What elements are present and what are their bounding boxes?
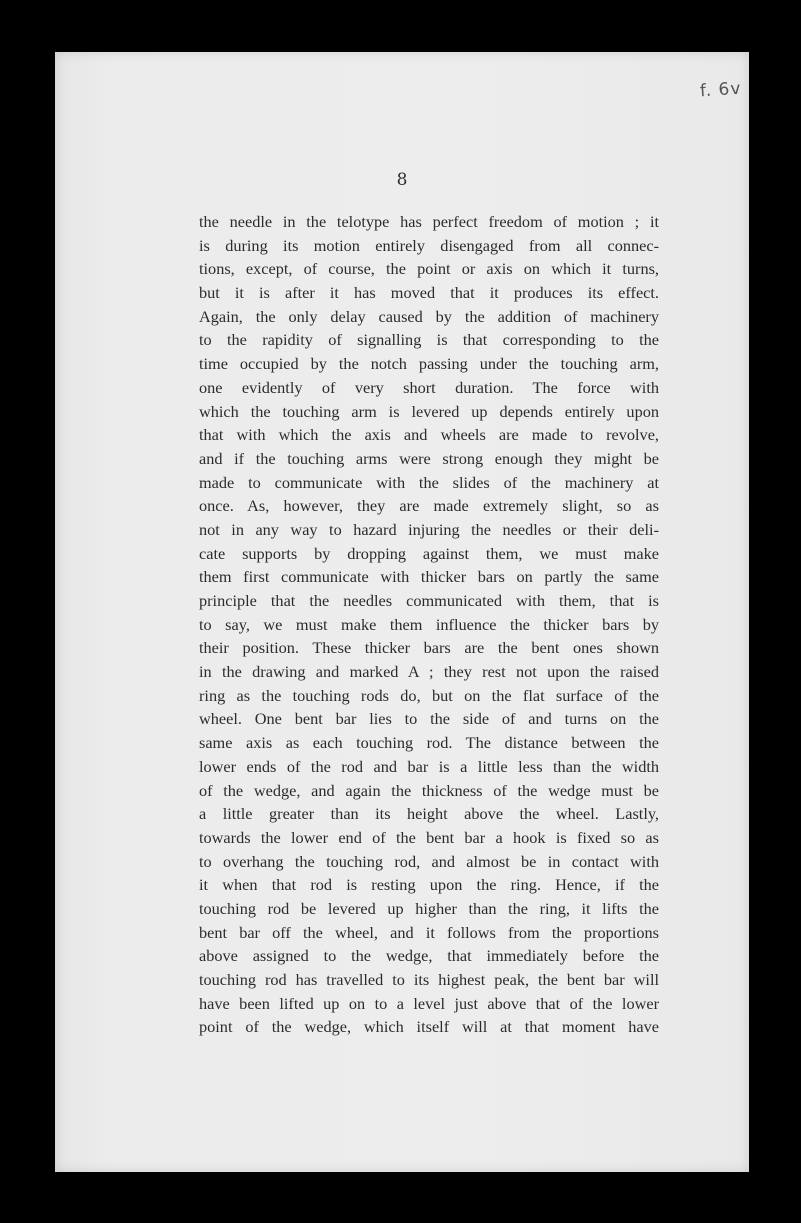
text-line: made to communicate with the slides of the machinery at	[199, 472, 659, 492]
folio-mark: f. 6v	[698, 78, 742, 102]
text-line: to the rapidity of signalling is that corresponding to the	[199, 330, 659, 350]
text-line: to say, we must make them influence the thicker bars by	[199, 614, 659, 634]
text-line: is during its motion entirely disengaged from all connec-	[199, 235, 659, 255]
text-line: above assigned to the wedge, that immediately before the	[199, 946, 659, 966]
text-line: in the drawing and marked A ; they rest not upon the raised	[199, 662, 659, 682]
text-line: that with which the axis and wheels are made to revolve,	[199, 425, 659, 445]
text-line: once. As, however, they are made extremely slight, so as	[199, 496, 659, 516]
text-line: and if the touching arms were strong enough they might be	[199, 448, 659, 468]
text-line: which the touching arm is levered up depends entirely upon	[199, 401, 659, 421]
text-line: touching rod be levered up higher than the ring, it lifts the	[199, 898, 659, 918]
text-line: bent bar off the wheel, and it follows from the proportions	[199, 922, 659, 942]
text-line: one evidently of very short duration. The force with	[199, 377, 659, 397]
body-text	[199, 210, 659, 1039]
text-line: Again, the only delay caused by the addition of machinery	[199, 306, 659, 326]
text-line: a little greater than its height above the wheel. Lastly,	[199, 804, 659, 824]
text-line: same axis as each touching rod. The distance between the	[199, 733, 659, 753]
text-line: lower ends of the rod and bar is a little less than the width	[199, 756, 659, 776]
text-line: time occupied by the notch passing under the touching arm,	[199, 354, 659, 374]
text-line: to overhang the touching rod, and almost be in contact with	[199, 851, 659, 871]
document-page	[55, 52, 749, 1172]
text-line: towards the lower end of the bent bar a hook is fixed so as	[199, 827, 659, 847]
text-line: point of the wedge, which itself will at that moment have	[199, 1017, 659, 1037]
text-line: cate supports by dropping against them, we must make	[199, 543, 659, 563]
text-line: have been lifted up on to a level just above that of the lower	[199, 993, 659, 1013]
text-line: the needle in the telotype has perfect freedom of motion ; it	[199, 212, 659, 231]
text-line: their position. These thicker bars are the bent ones shown	[199, 638, 659, 658]
text-line: of the wedge, and again the thickness of the wedge must be	[199, 780, 659, 800]
text-line: wheel. One bent bar lies to the side of and turns on the	[199, 709, 659, 729]
text-line: tions, except, of course, the point or axis on which it turns,	[199, 259, 659, 279]
text-line: not in any way to hazard injuring the needles or their deli-	[199, 519, 659, 539]
text-line: but it is after it has moved that it produces its effect.	[199, 283, 659, 303]
text-line: touching rod has travelled to its highest peak, the bent bar will	[199, 970, 659, 989]
text-line: ring as the touching rods do, but on the flat surface of the	[199, 685, 659, 705]
text-line: them first communicate with thicker bars on partly the same	[199, 567, 659, 587]
text-line: it when that rod is resting upon the ring. Hence, if the	[199, 875, 659, 895]
page-number: 8	[396, 170, 408, 190]
text-line: principle that the needles communicated with them, that is	[199, 591, 659, 610]
